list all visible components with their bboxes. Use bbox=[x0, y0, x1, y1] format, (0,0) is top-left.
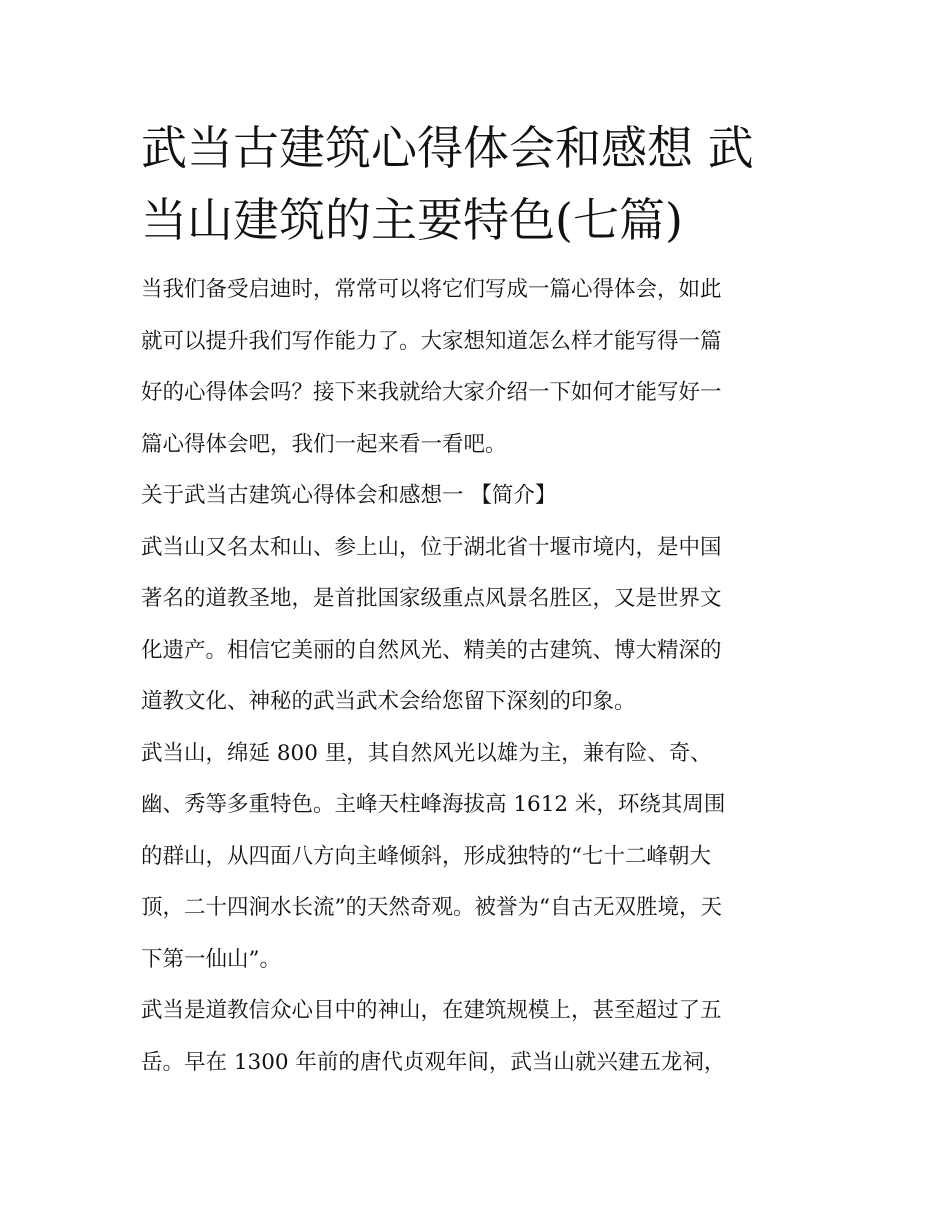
document-body bbox=[141, 264, 813, 1088]
text-line: 武当是道教信众心目中的神山，在建筑规模上，甚至超过了五 bbox=[141, 998, 722, 1023]
text-line: 幽、秀等多重特色。主峰天柱峰海拔高 1612 米，环绕其周围 bbox=[141, 792, 726, 817]
text-line: 岳。早在 1300 年前的唐代贞观年间，武当山就兴建五龙祠， bbox=[141, 1049, 726, 1075]
intro-paragraph bbox=[141, 264, 813, 470]
text-line: 武当山，绵延 800 里，其自然风光以雄为主，兼有险、奇、 bbox=[141, 740, 712, 766]
document-page bbox=[141, 112, 813, 1088]
scenery-paragraph bbox=[141, 728, 813, 986]
text-line: 武当山又名太和山、参上山，位于湖北省十堰市境内，是中国 bbox=[141, 534, 722, 560]
text-line: 就可以提升我们写作能力了。大家想知道怎么样才能写得一篇 bbox=[141, 328, 722, 354]
intro-wudang-paragraph bbox=[141, 522, 813, 728]
section-heading bbox=[141, 470, 813, 522]
text-line: 好的心得体会吗？接下来我就给大家介绍一下如何才能写好一 bbox=[141, 380, 722, 405]
history-paragraph bbox=[141, 985, 813, 1088]
text-line: 当我们备受启迪时，常常可以将它们写成一篇心得体会，如此 bbox=[141, 277, 722, 302]
text-line: 顶，二十四涧水长流”的天然奇观。被誉为“自古无双胜境，天 bbox=[141, 895, 722, 920]
text-line: 著名的道教圣地，是首批国家级重点风景名胜区，又是世界文 bbox=[141, 586, 722, 611]
text-line: 关于武当古建筑心得体会和感想一 【简介】 bbox=[141, 483, 557, 508]
text-line: 化遗产。相信它美丽的自然风光、精美的古建筑、博大精深的 bbox=[141, 637, 722, 663]
title-line: 武当古建筑心得体会和感想 武 bbox=[141, 121, 754, 175]
text-line: 道教文化、神秘的武当武术会给您留下深刻的印象。 bbox=[141, 689, 636, 714]
text-line: 下第一仙山”。 bbox=[141, 946, 281, 972]
text-line: 篇心得体会吧，我们一起来看一看吧。 bbox=[141, 431, 507, 457]
text-line: 的群山，从四面八方向主峰倾斜，形成独特的“七十二峰朝大 bbox=[141, 843, 711, 869]
title-line: 当山建筑的主要特色(七篇) bbox=[141, 193, 683, 247]
document-title bbox=[141, 112, 813, 256]
